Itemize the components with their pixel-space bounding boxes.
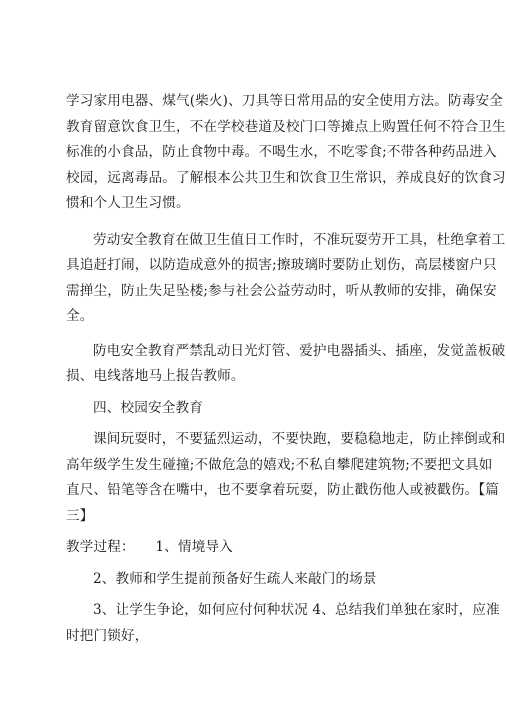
text-line: 校园，远离毒品。了解根本公共卫生和饮食卫生常识，养成良好的饮食习: [66, 169, 506, 186]
text-line: 惯和个人卫生习惯。: [66, 195, 190, 211]
text-line: 需掸尘，防止失足坠楼;参与社会公益劳动时，听从教师的安排，确保安: [66, 282, 497, 299]
text-line: 时把门锁好，: [66, 627, 149, 644]
text-line: 直尺、铅笔等含在嘴中，也不要拿着玩耍，防止戳伤他人或被戳伤。【篇: [66, 482, 499, 498]
text-line: 教学过程： 1、情境导入: [66, 539, 233, 555]
text-line: 全。: [66, 308, 94, 324]
text-line: 防电安全教育严禁乱动日光灯管、爱护电器插头、插座，发觉盖板破: [93, 342, 506, 359]
text-line: 损、电线落地马上报告教师。: [66, 368, 245, 384]
text-line: 三】: [66, 507, 94, 524]
text-line: 劳动安全教育在做卫生值日工作时，不准玩耍劳开工具，杜绝拿着工: [93, 231, 506, 248]
text-line: 2、教师和学生提前预备好生疏人来敲门的场景: [93, 570, 377, 587]
document-body: [66, 89, 506, 649]
section-heading: 四、校园安全教育: [93, 399, 203, 416]
text-line: 具追赶打闹，以防造成意外的损害;擦玻璃时要防止划伤，高层楼窗户只: [66, 257, 497, 273]
text-line: 教育留意饮食卫生，不在学校巷道及校门口等摊点上购置任何不符合卫生: [66, 118, 506, 135]
text-line: 学习家用电器、煤气(柴火)、刀具等日常用品的安全使用方法。防毒安全: [66, 93, 503, 109]
text-line: 标准的小食品，防止食物中毒。不喝生水，不吃零食;不带各种药品进入: [66, 144, 497, 160]
text-line: 高年级学生发生碰撞;不做危急的嬉戏;不私自攀爬建筑物;不要把文具如: [66, 456, 493, 473]
text-line: 课间玩耍时，不要猛烈运动，不要快跑，要稳稳地走，防止摔倒或和: [93, 431, 506, 447]
text-line: 3、让学生争论，如何应付何种状况 4、总结我们单独在家时，应准: [93, 602, 500, 618]
